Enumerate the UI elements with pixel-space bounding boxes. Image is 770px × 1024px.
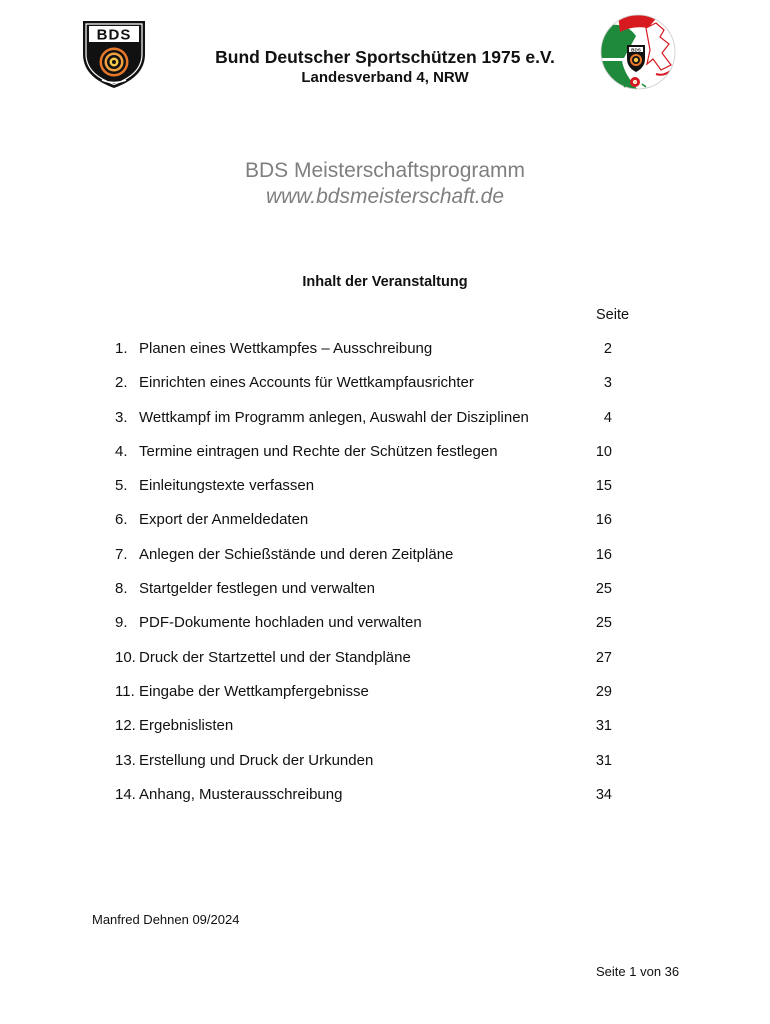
toc-title: Anhang, Musterausschreibung [139,785,343,803]
toc-number: 13. [115,751,136,769]
toc-row [0,579,770,613]
toc-page: 10 [595,443,612,460]
toc-row [0,682,770,716]
toc-page: 31 [595,752,612,769]
toc-title: Anlegen der Schießstände und deren Zeitpläne [139,545,454,563]
toc-number: 4. [115,442,128,460]
toc-page: 27 [595,649,612,666]
program-name: BDS Meisterschaftsprogramm [244,159,526,182]
toc-page: 15 [595,478,612,495]
program-url: www.bdsmeisterschaft.de [265,185,505,208]
toc-number: 3. [115,408,128,426]
toc-page: 25 [595,581,612,598]
organization-title: Bund Deutscher Sportschützen 1975 e.V. [215,47,555,67]
toc-page: 25 [595,615,612,632]
toc-title: Druck der Startzettel und der Standpläne [139,648,411,666]
toc-title: Erstellung und Druck der Urkunden [139,751,374,769]
table-of-contents [0,339,770,819]
toc-number: 9. [115,614,128,632]
toc-row [0,373,770,407]
toc-page: 31 [595,718,612,735]
toc-page: 34 [595,786,612,803]
toc-number: 8. [115,580,128,598]
toc-number: 1. [115,340,128,357]
toc-page-column-label: Seite [596,307,630,323]
toc-row [0,339,770,373]
toc-row [0,510,770,544]
toc-page: 2 [603,341,612,357]
toc-row [0,442,770,476]
toc-title: Wettkampf im Programm anlegen, Auswahl der Disziplinen [139,408,529,426]
toc-number: 5. [115,477,128,495]
toc-title: Export der Anmeldedaten [139,511,309,529]
footer-author-date: Manfred Dehnen 09/2024 [92,912,240,927]
toc-row [0,751,770,785]
toc-number: 12. [115,717,136,735]
toc-row [0,545,770,579]
footer-page-number: Seite 1 von 36 [596,964,680,979]
bds-small-logo-text: BDS [631,47,641,53]
toc-number: 14. [115,785,136,803]
toc-number: 2. [115,374,128,392]
toc-title: Startgelder festlegen und verwalten [139,580,375,598]
toc-title: Einleitungstexte verfassen [139,477,315,495]
toc-page: 3 [603,375,612,392]
toc-heading: Inhalt der Veranstaltung [302,274,468,290]
toc-row [0,476,770,510]
toc-number: 11. [115,682,135,700]
toc-title: Ergebnislisten [139,717,234,735]
toc-page: 16 [595,512,612,529]
toc-number: 10. [115,648,136,666]
toc-number: 7. [115,545,128,563]
toc-title: Planen eines Wettkampfes – Ausschreibung [139,340,433,357]
toc-row [0,648,770,682]
toc-title: Einrichten eines Accounts für Wettkampfausrichter [139,374,474,392]
toc-title: Termine eintragen und Rechte der Schützen festlegen [139,442,498,460]
toc-row [0,613,770,647]
toc-number: 6. [115,511,128,529]
toc-page: 4 [603,409,612,426]
bds-logo-text: BDS [96,26,132,44]
toc-page: 29 [595,683,612,700]
toc-row [0,785,770,819]
toc-title: Eingabe der Wettkampfergebnisse [139,682,369,700]
toc-title: PDF-Dokumente hochladen und verwalten [139,614,422,632]
toc-page: 16 [595,546,612,563]
toc-row [0,716,770,750]
toc-row [0,408,770,442]
organization-subtitle: Landesverband 4, NRW [301,69,469,86]
